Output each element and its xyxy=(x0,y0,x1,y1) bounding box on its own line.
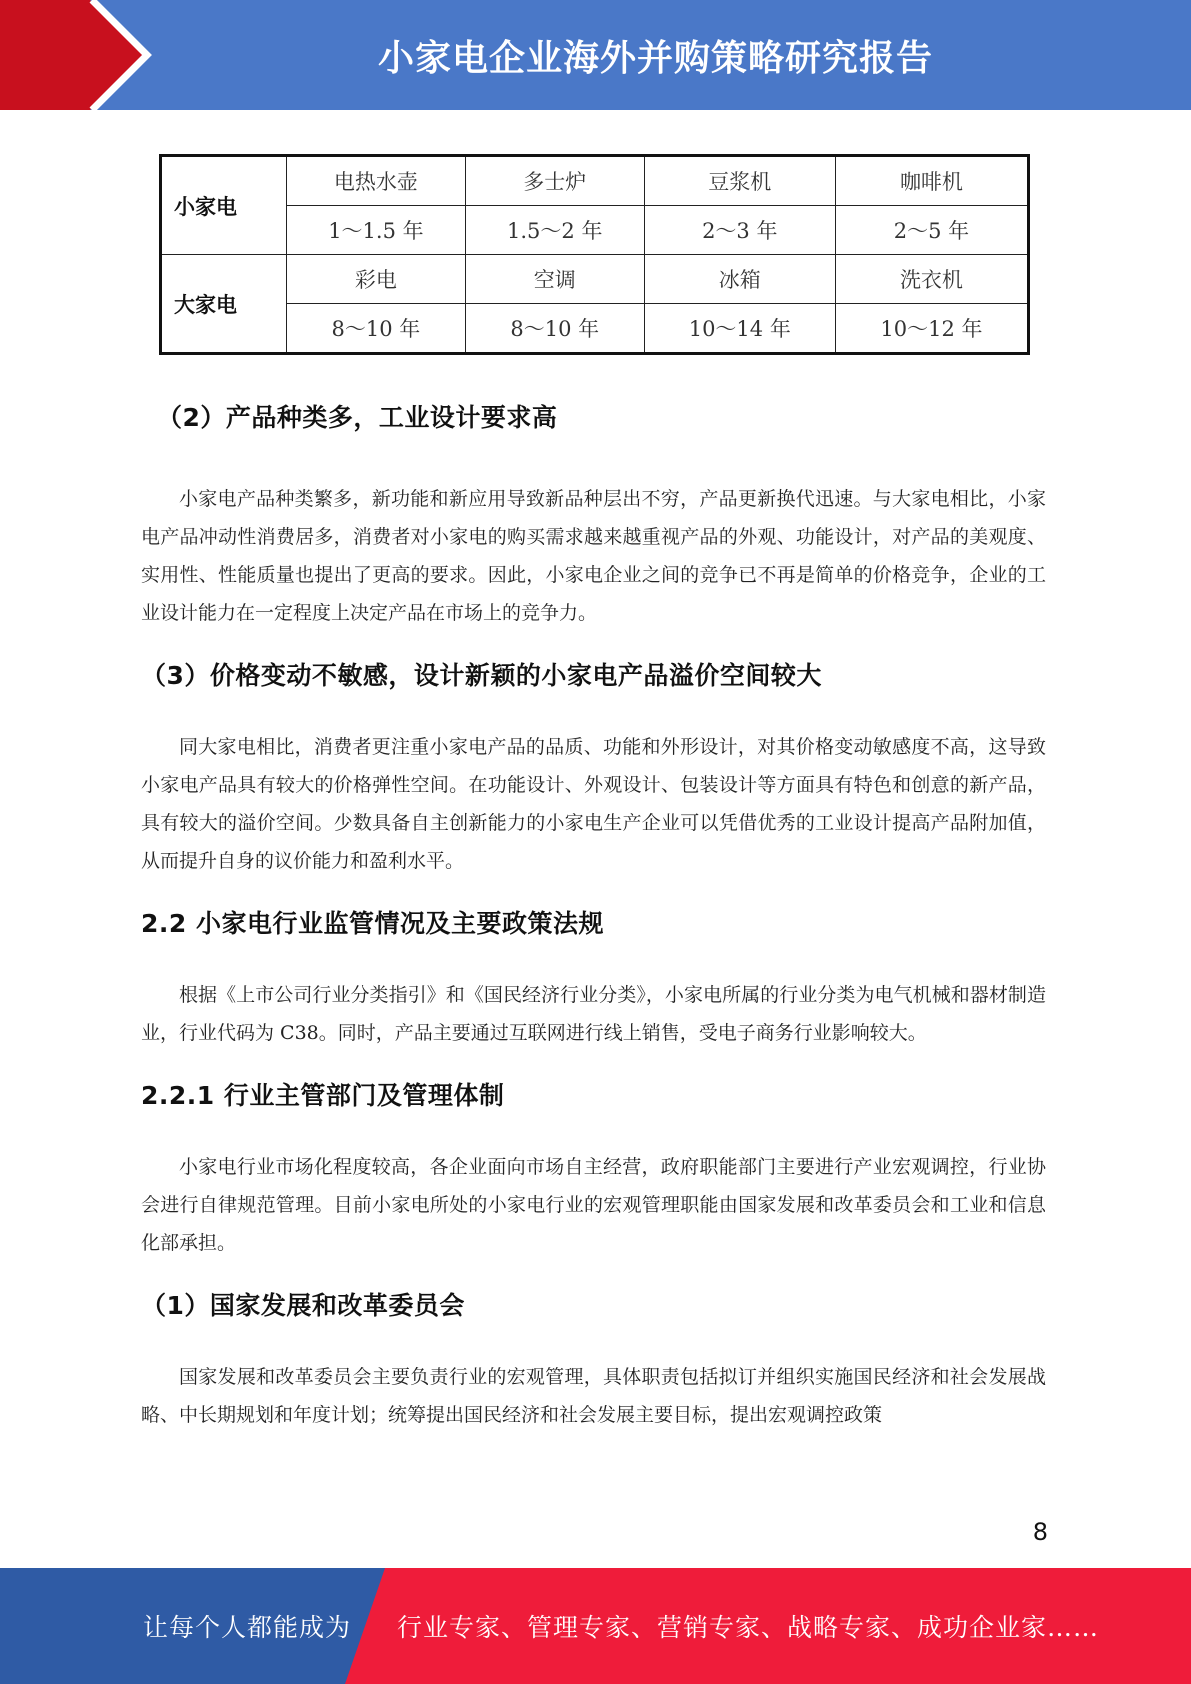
product-cell: 空调 xyxy=(465,255,644,304)
section-heading: （3）价格变动不敏感，设计新颖的小家电产品溢价空间较大 xyxy=(141,661,822,690)
lifespan-cell: 2～5 年 xyxy=(835,206,1028,255)
lifespan-cell: 2～3 年 xyxy=(644,206,835,255)
table-row xyxy=(161,156,1029,206)
section-paragraph: 小家电产品种类繁多，新功能和新应用导致新品种层出不穷，产品更新换代迅速。与大家电相比，小家电产品冲动性消费居多，消费者对小家电的购买需求越来越重视产品的外观、功能设计，对产品的美观度、实用性、性能质量也提出了更高的要求。因此，小家电企业之间的竞争已不再是简单的价格竞争，企业的工业设计能力在一定程度上决定产品在市场上的竞争力。 xyxy=(141,488,1046,624)
report-header xyxy=(0,0,1191,110)
lifespan-cell: 1.5～2 年 xyxy=(465,206,644,255)
product-cell: 电热水壶 xyxy=(287,156,466,206)
section-paragraph: 国家发展和改革委员会主要负责行业的宏观管理，具体职责包括拟订并组织实施国民经济和社会发展战略、中长期规划和年度计划；统筹提出国民经济和社会发展主要目标，提出宏观调控政策 xyxy=(141,1366,1046,1426)
section-heading: （2）产品种类多，工业设计要求高 xyxy=(157,403,558,432)
product-cell: 冰箱 xyxy=(644,255,835,304)
category-cell: 小家电 xyxy=(161,156,287,255)
category-cell: 大家电 xyxy=(161,255,287,354)
section-paragraph: 根据《上市公司行业分类指引》和《国民经济行业分类》，小家电所属的行业分类为电气机械和器材制造业，行业代码为 C38。同时，产品主要通过互联网进行线上销售，受电子商务行业影响较大。 xyxy=(141,984,1046,1044)
product-cell: 咖啡机 xyxy=(835,156,1028,206)
table-row xyxy=(161,206,1029,255)
product-cell: 洗衣机 xyxy=(835,255,1028,304)
report-title: 小家电企业海外并购策略研究报告 xyxy=(377,37,933,79)
report-body xyxy=(141,398,1046,1434)
header-arrow-red xyxy=(0,0,145,110)
table-row xyxy=(161,255,1029,304)
section-paragraph: 同大家电相比，消费者更注重小家电产品的品质、功能和外形设计，对其价格变动敏感度不高，这导致小家电产品具有较大的价格弹性空间。在功能设计、外观设计、包装设计等方面具有特色和创意的新产品，具有较大的溢价空间。少数具备自主创新能力的小家电生产企业可以凭借优秀的工业设计提高产品附加值，从而提升自身的议价能力和盈利水平。 xyxy=(141,736,1046,872)
product-cell: 彩电 xyxy=(287,255,466,304)
footer-slogan-right: 行业专家、管理专家、营销专家、战略专家、成功企业家…… xyxy=(397,1613,1100,1642)
table-row xyxy=(161,304,1029,354)
appliance-lifespan-table xyxy=(159,154,1030,355)
lifespan-cell: 1～1.5 年 xyxy=(287,206,466,255)
section-paragraph: 小家电行业市场化程度较高，各企业面向市场自主经营，政府职能部门主要进行产业宏观调控，行业协会进行自律规范管理。目前小家电所处的小家电行业的宏观管理职能由国家发展和改革委员会和工业和信息化部承担。 xyxy=(141,1156,1046,1254)
report-footer xyxy=(0,1568,1191,1684)
page-number: 8 xyxy=(1032,1518,1048,1546)
footer-slogan-left: 让每个人都能成为 xyxy=(143,1613,352,1642)
section-heading: 2.2.1 行业主管部门及管理体制 xyxy=(141,1081,505,1110)
lifespan-cell: 10～14 年 xyxy=(644,304,835,354)
product-cell: 多士炉 xyxy=(465,156,644,206)
lifespan-cell: 10～12 年 xyxy=(835,304,1028,354)
lifespan-cell: 8～10 年 xyxy=(465,304,644,354)
lifespan-cell: 8～10 年 xyxy=(287,304,466,354)
header-arrow-decoration xyxy=(0,0,160,110)
section-heading: （1）国家发展和改革委员会 xyxy=(141,1291,465,1320)
section-heading: 2.2 小家电行业监管情况及主要政策法规 xyxy=(141,909,604,938)
product-cell: 豆浆机 xyxy=(644,156,835,206)
